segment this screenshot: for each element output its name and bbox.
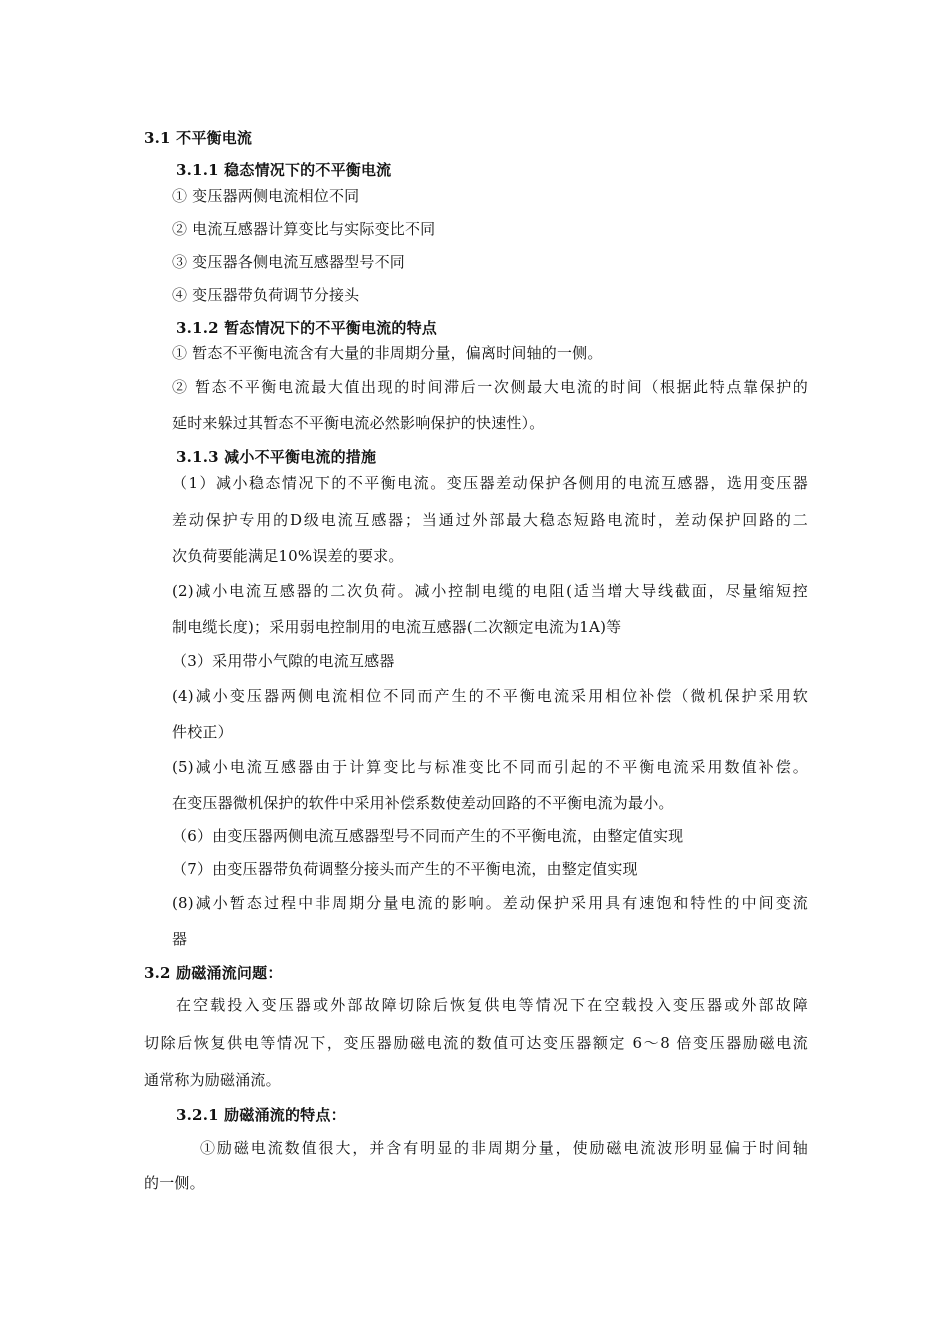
paragraph-line: 器 [172,930,188,948]
paragraph-line: 在变压器微机保护的软件中采用补偿系数使差动回路的不平衡电流为最小。 [172,794,674,812]
list-item: ④ 变压器带负荷调节分接头 [172,286,360,304]
paragraph-line: (4)减小变压器两侧电流相位不同而产生的不平衡电流采用相位补偿（微机保护采用软 [172,687,808,705]
paragraph-line: ② 暂态不平衡电流最大值出现的时间滞后一次侧最大电流的时间（根据此特点靠保护的 [172,378,808,396]
paragraph-line: 的一侧。 [144,1174,205,1192]
paragraph-line: 制电缆长度)；采用弱电控制用的电流互感器(二次额定电流为1A)等 [172,618,622,636]
paragraph-line: （1）减小稳态情况下的不平衡电流。变压器差动保护各侧用的电流互感器，选用变压器 [172,474,808,492]
paragraph-line: (5)减小电流互感器由于计算变比与标准变比不同而引起的不平衡电流采用数值补偿。 [172,758,808,776]
paragraph-line: ①励磁电流数值很大，并含有明显的非周期分量，使励磁电流波形明显偏于时间轴 [200,1139,808,1157]
paragraph-line: 切除后恢复供电等情况下，变压器励磁电流的数值可达变压器额定 6～8 倍变压器励磁电流 [144,1034,808,1052]
paragraph-line: (8)减小暂态过程中非周期分量电流的影响。差动保护采用具有速饱和特性的中间变流 [172,894,808,912]
paragraph-line: （6）由变压器两侧电流互感器型号不同而产生的不平衡电流，由整定值实现 [172,827,684,845]
paragraph-line: 次负荷要能满足10%误差的要求。 [172,547,404,565]
paragraph-line: 在空载投入变压器或外部故障切除后恢复供电等情况下在空载投入变压器或外部故障 [176,996,808,1014]
section-3-2-title: 3.2 励磁涌流问题： [144,964,283,982]
paragraph-line: 通常称为励磁涌流。 [144,1071,281,1089]
paragraph-line: 件校正） [172,723,233,741]
paragraph-line: (2)减小电流互感器的二次负荷。减小控制电缆的电阻(适当增大导线截面，尽量缩短控 [172,582,808,600]
list-item: ② 电流互感器计算变比与实际变比不同 [172,220,436,238]
section-3-2-1-title: 3.2.1 励磁涌流的特点： [176,1106,346,1124]
paragraph-line: （3）采用带小气隙的电流互感器 [172,652,395,670]
section-3-1-title: 3.1 不平衡电流 [144,129,253,147]
list-item: ① 变压器两侧电流相位不同 [172,187,360,205]
paragraph-line: （7）由变压器带负荷调整分接头而产生的不平衡电流，由整定值实现 [172,860,638,878]
section-3-1-2-title: 3.1.2 暂态情况下的不平衡电流的特点 [176,319,437,337]
list-item: ③ 变压器各侧电流互感器型号不同 [172,253,405,271]
paragraph-line: 差动保护专用的D级电流互感器；当通过外部最大稳态短路电流时，差动保护回路的二 [172,511,808,529]
section-3-1-3-title: 3.1.3 减小不平衡电流的措施 [176,448,377,466]
paragraph-line: ① 暂态不平衡电流含有大量的非周期分量，偏离时间轴的一侧。 [172,344,603,362]
section-3-1-1-title: 3.1.1 稳态情况下的不平衡电流 [176,161,392,179]
paragraph-line: 延时来躲过其暂态不平衡电流必然影响保护的快速性）。 [172,414,545,432]
